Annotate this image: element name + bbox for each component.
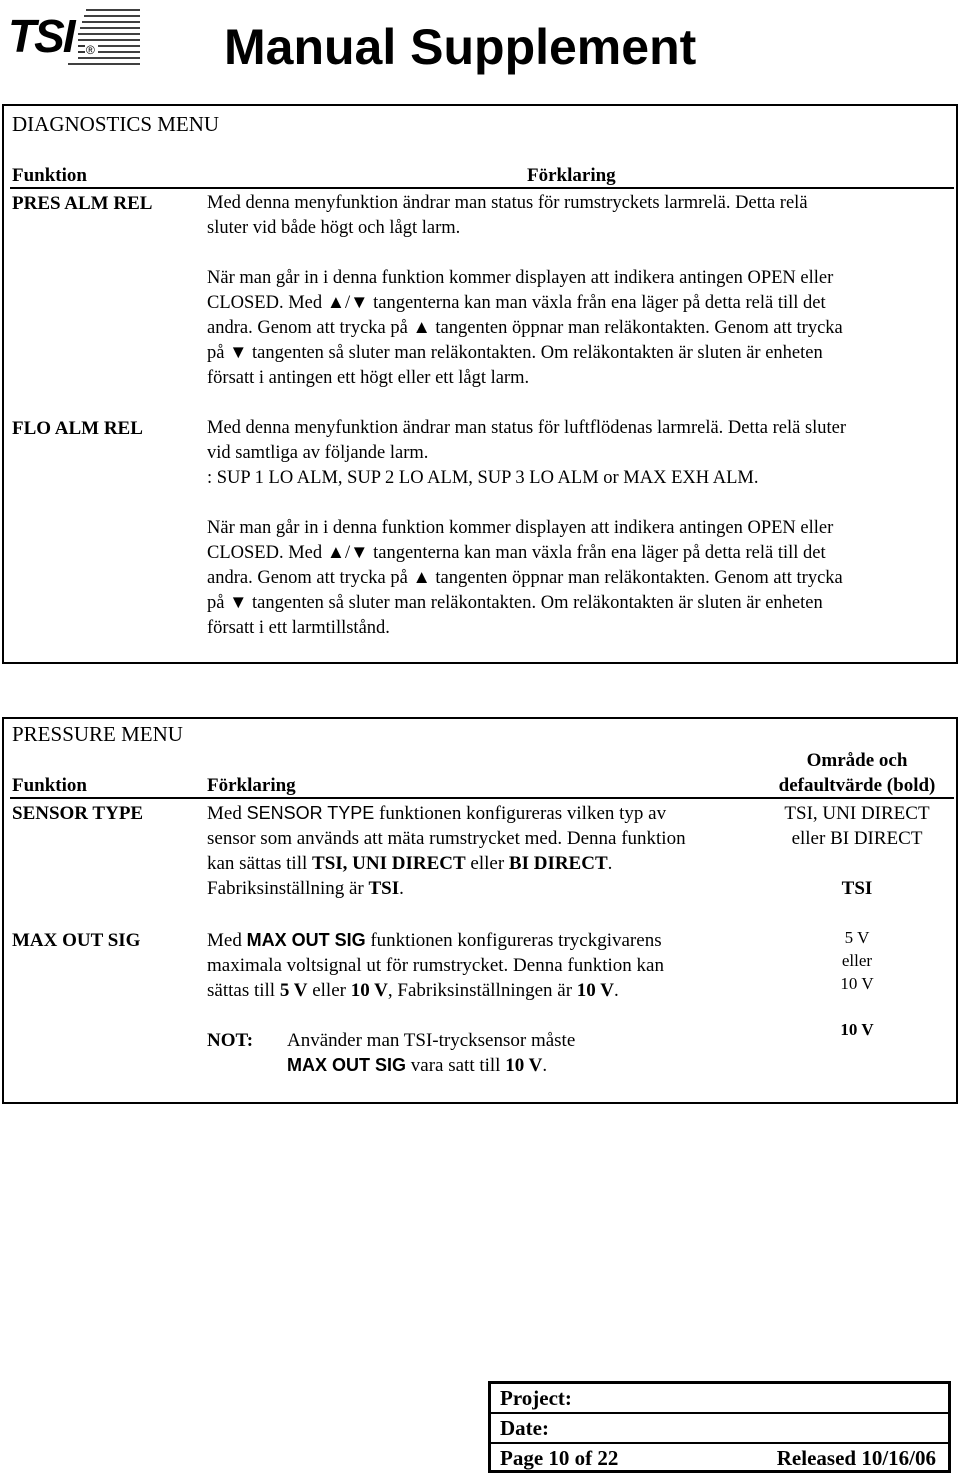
function-name-pres-alm-rel: PRES ALM REL bbox=[12, 193, 153, 214]
text-line: När man går in i denna funktion kommer displayen att indikera antingen OPEN eller bbox=[207, 518, 834, 538]
text-line: CLOSED. Med ▲/▼ tangenterna kan man växla från ena läger på detta relä till det bbox=[207, 543, 826, 563]
function-name-sensor-type: SENSOR TYPE bbox=[12, 803, 144, 824]
text-run: . bbox=[613, 980, 619, 1001]
text-line: sluter vid både högt och lågt larm. bbox=[207, 218, 461, 238]
explanation-flo-alm-rel bbox=[207, 416, 846, 641]
max-out-sig-term: MAX OUT SIG bbox=[287, 1055, 407, 1075]
text-line: andra. Genom att trycka på ▲ tangenten öppnar man reläkontakten. Genom att trycka bbox=[207, 318, 843, 338]
text-line: andra. Genom att trycka på ▲ tangenten öppnar man reläkontakten. Genom att trycka bbox=[207, 568, 843, 588]
text-line: När man går in i denna funktion kommer displayen att indikera antingen OPEN eller bbox=[207, 268, 834, 288]
range-max-out-sig-2: eller bbox=[841, 951, 873, 970]
pressure-col-range-2: defaultvärde (bold) bbox=[778, 775, 936, 796]
option-text: 10 V bbox=[350, 980, 388, 1001]
text-line: CLOSED. Med ▲/▼ tangenterna kan man växla från ena läger på detta relä till det bbox=[207, 293, 826, 313]
sensor-type-term: SENSOR TYPE bbox=[246, 803, 375, 823]
explanation-sensor-type bbox=[207, 801, 686, 901]
text-run: funktionen konfigureras tryckgivarens bbox=[365, 930, 662, 951]
text-line: maximala voltsignal ut för rumstrycket. Denna funktion kan bbox=[207, 955, 664, 976]
option-text: TSI bbox=[368, 878, 400, 899]
default-max-out-sig: 10 V bbox=[840, 1020, 874, 1039]
page-row bbox=[491, 1444, 948, 1474]
range-sensor-type-2: eller BI DIRECT bbox=[791, 828, 923, 849]
text-line bbox=[207, 978, 664, 1003]
text-run: eller bbox=[465, 853, 509, 874]
text-run: Med bbox=[207, 803, 247, 824]
page-title: Manual Supplement bbox=[224, 19, 697, 75]
text-line bbox=[207, 241, 843, 266]
diagnostics-title: DIAGNOSTICS MENU bbox=[12, 112, 220, 136]
project-row bbox=[491, 1384, 948, 1414]
text-run: . bbox=[399, 878, 404, 899]
range-sensor-type-1: TSI, UNI DIRECT bbox=[784, 803, 930, 824]
pressure-col-explanation: Förklaring bbox=[207, 775, 296, 796]
explanation-max-out-sig bbox=[207, 928, 664, 1003]
date-label: Date: bbox=[500, 1416, 549, 1440]
text-line: försatt i antingen ett högt eller ett lågt larm. bbox=[207, 368, 530, 388]
text-line: på ▼ tangenten så sluter man reläkontakten. Om reläkontakten är sluten är enheten bbox=[207, 593, 823, 613]
diagnostics-col-explanation: Förklaring bbox=[527, 165, 616, 186]
text-run: . bbox=[542, 1055, 548, 1076]
text-line bbox=[207, 801, 686, 826]
diagnostics-col-function: Funktion bbox=[12, 165, 87, 186]
text-line bbox=[207, 876, 686, 901]
registered-mark: ® bbox=[86, 43, 95, 57]
option-text: BI DIRECT bbox=[508, 853, 608, 874]
text-run: sättas till bbox=[207, 980, 280, 1001]
default-sensor-type: TSI bbox=[841, 878, 873, 899]
option-text: 5 V bbox=[279, 980, 308, 1001]
note-line-2 bbox=[287, 1053, 547, 1078]
text-line bbox=[207, 928, 664, 953]
text-line: vid samtliga av följande larm. bbox=[207, 443, 429, 463]
note-label: NOT: bbox=[207, 1030, 254, 1051]
diagnostics-header-rule bbox=[10, 187, 954, 189]
max-out-sig-term: MAX OUT SIG bbox=[246, 930, 366, 950]
text-run: . bbox=[607, 853, 613, 874]
text-line: : SUP 1 LO ALM, SUP 2 LO ALM, SUP 3 LO ALM or MAX EXH ALM. bbox=[207, 468, 759, 488]
logo-text: TSI bbox=[6, 10, 78, 62]
option-text: TSI, UNI DIRECT bbox=[312, 853, 466, 874]
text-line: Med denna menyfunktion ändrar man status för luftflödenas larmrelä. Detta relä sluter bbox=[207, 418, 847, 438]
note-line-1: Använder man TSI-trycksensor måste bbox=[287, 1030, 576, 1051]
page-number: Page 10 of 22 bbox=[500, 1446, 619, 1470]
pressure-col-function: Funktion bbox=[12, 775, 87, 796]
pressure-header-rule bbox=[10, 797, 954, 799]
option-text: 10 V bbox=[505, 1055, 543, 1076]
text-run: eller bbox=[307, 980, 351, 1001]
function-name-flo-alm-rel: FLO ALM REL bbox=[12, 418, 143, 439]
text-line: sensor som används att mäta rumstrycket med. Denna funktion bbox=[207, 828, 686, 849]
range-max-out-sig-1: 5 V bbox=[844, 928, 870, 947]
text-run: kan sättas till bbox=[207, 853, 313, 874]
function-name-max-out-sig: MAX OUT SIG bbox=[12, 930, 141, 951]
text-run: funktionen konfigureras vilken typ av bbox=[374, 803, 667, 824]
project-info-box bbox=[488, 1381, 951, 1473]
text-run: Med bbox=[207, 930, 247, 951]
text-line: försatt i ett larmtillstånd. bbox=[207, 618, 390, 638]
text-run: Fabriksinställning är bbox=[207, 878, 369, 899]
released-date: Released 10/16/06 bbox=[776, 1446, 936, 1470]
text-run: vara satt till bbox=[406, 1055, 506, 1076]
date-row bbox=[491, 1414, 948, 1444]
range-max-out-sig-3: 10 V bbox=[840, 974, 874, 993]
text-line bbox=[207, 491, 846, 516]
project-label: Project: bbox=[500, 1386, 572, 1410]
text-line: Med denna menyfunktion ändrar man status för rumstryckets larmrelä. Detta relä bbox=[207, 193, 808, 213]
text-line: på ▼ tangenten så sluter man reläkontakten. Om reläkontakten är sluten är enheten bbox=[207, 343, 823, 363]
text-line bbox=[207, 851, 686, 876]
option-text: 10 V bbox=[576, 980, 614, 1001]
explanation-pres-alm-rel bbox=[207, 191, 843, 391]
pressure-col-range-1: Område och bbox=[806, 750, 908, 771]
pressure-title: PRESSURE MENU bbox=[12, 722, 183, 746]
text-run: , Fabriksinställningen är bbox=[387, 980, 577, 1001]
